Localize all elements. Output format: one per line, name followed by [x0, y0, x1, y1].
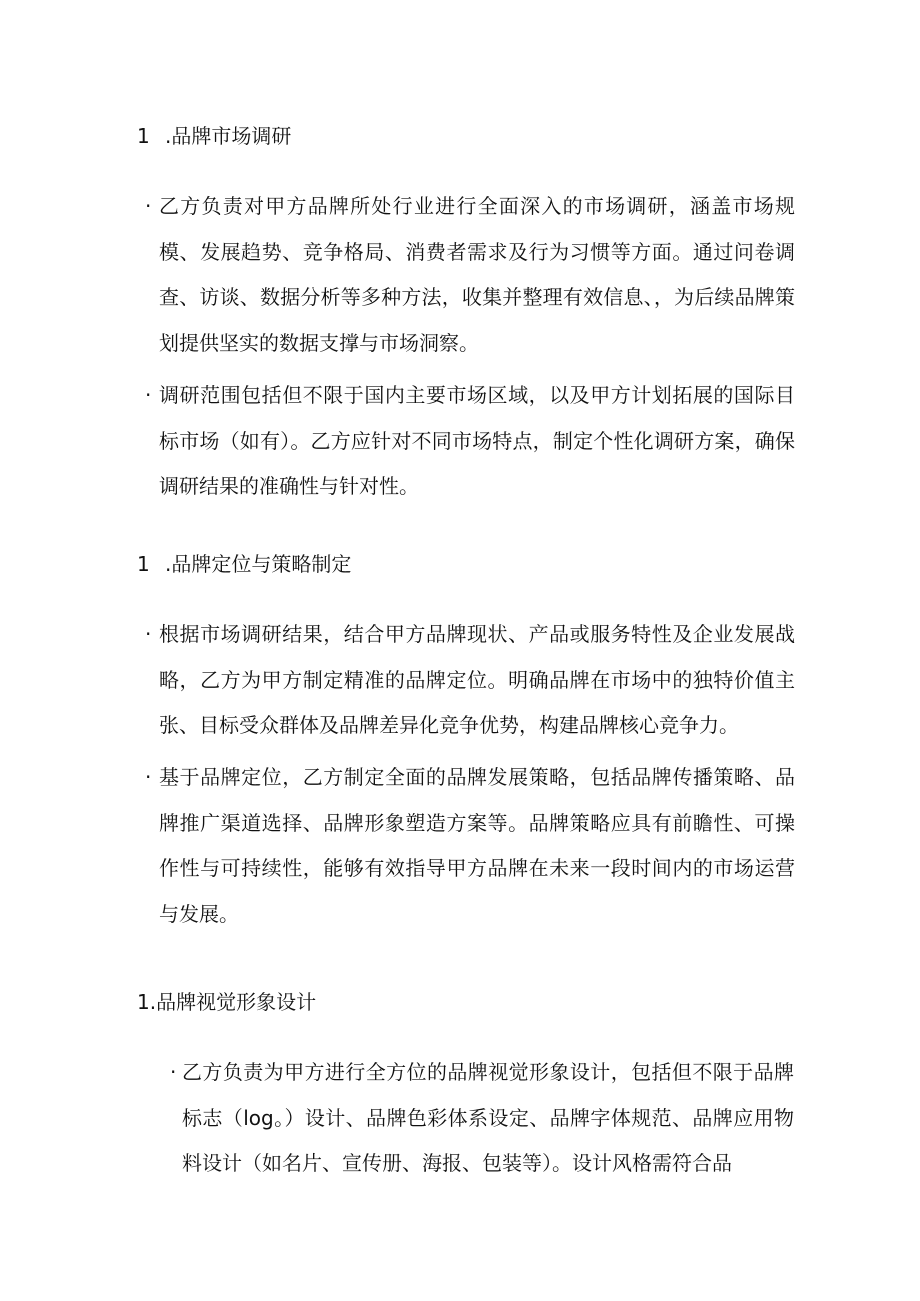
bullet-marker: · [145, 765, 152, 789]
section-heading-positioning-strategy [137, 550, 351, 578]
paragraph-text: 乙方负责对甲方品牌所处行业进行全面深入的市场调研，涵盖市场规模、发展趋势、竞争格局、消费者需求及行为习惯等方面。通过问卷调查、访谈、数据分析等多种方法，收集并整理有效信息、，为后续品牌策划提供坚实的数据支撑与市场洞察。 [159, 194, 795, 355]
section-number: 1 [137, 990, 150, 1014]
section-number: 1 [137, 552, 150, 576]
section-number: 1 [137, 124, 150, 148]
paragraph-text: 调研范围包括但不限于国内主要市场区域，以及甲方计划拓展的国际目标市场（如有）。乙方应针对不同市场特点，制定个性化调研方案，确保调研结果的准确性与针对性。 [159, 383, 795, 498]
bullet-marker: · [170, 1060, 177, 1084]
paragraph-text: 基于品牌定位，乙方制定全面的品牌发展策略，包括品牌传播策略、品牌推广渠道选择、品牌形象塑造方案等。品牌策略应具有前瞻性、可操作性与可持续性，能够有效指导甲方品牌在未来一段时间内的市场运营与发展。 [159, 765, 795, 926]
section-heading-market-research [137, 122, 291, 150]
bullet-marker: · [145, 622, 152, 646]
paragraph-text: 乙方负责为甲方进行全方位的品牌视觉形象设计，包括但不限于品牌标志（log。）设计、品牌色彩体系设定、品牌字体规范、品牌应用物料设计（如名片、宣传册、海报、包装等）。设计风格需符合品 [182, 1060, 794, 1175]
section-title: .品牌市场调研 [165, 124, 292, 148]
paragraph-text: 根据市场调研结果，结合甲方品牌现状、产品或服务特性及企业发展战略，乙方为甲方制定精准的品牌定位。明确品牌在市场中的独特价值主张、目标受众群体及品牌差异化竞争优势，构建品牌核心竞争力。 [159, 622, 795, 737]
section-title: .品牌定位与策略制定 [165, 552, 352, 576]
bullet-marker: · [145, 194, 152, 218]
bullet-marker: · [145, 383, 152, 407]
section-heading-visual-identity [137, 988, 316, 1016]
section-title: .品牌视觉形象设计 [149, 990, 317, 1014]
